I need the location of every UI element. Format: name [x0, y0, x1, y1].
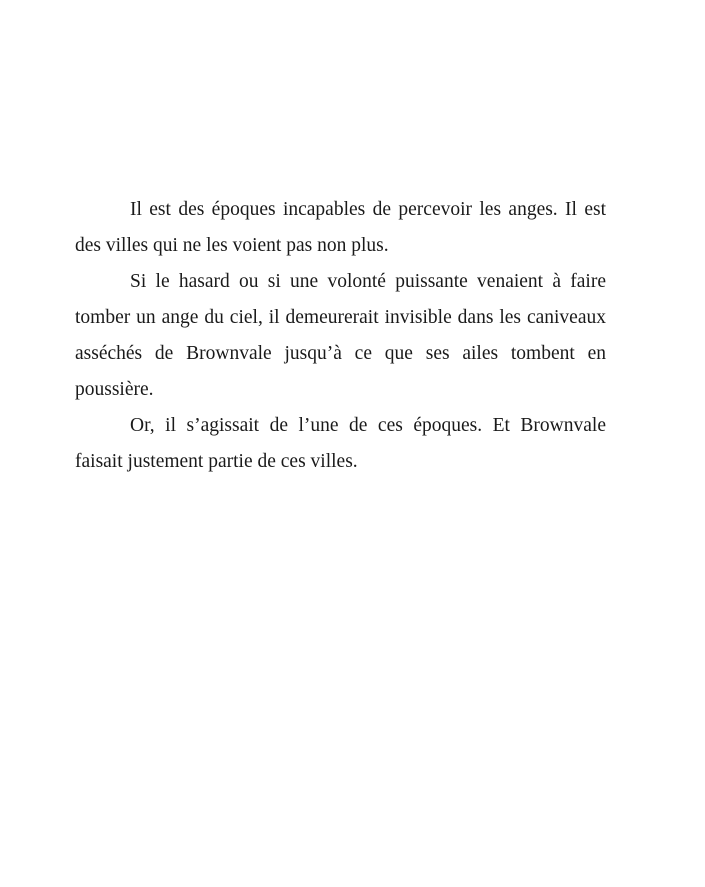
paragraph-2: Si le hasard ou si une volonté puissante venaient à faire tomber un ange du ciel, il demeurerait invisible dans les caniveaux asséchés de Brownvale jusqu’à ce que ses ailes tombent en poussière. — [75, 271, 606, 400]
body-text — [75, 192, 606, 480]
paragraph-3: Or, il s’agissait de l’une de ces époques. Et Brownvale faisait justement partie de ces villes. — [75, 415, 606, 472]
paragraph-1: Il est des époques incapables de percevoir les anges. Il est des villes qui ne les voient pas non plus. — [75, 199, 606, 256]
